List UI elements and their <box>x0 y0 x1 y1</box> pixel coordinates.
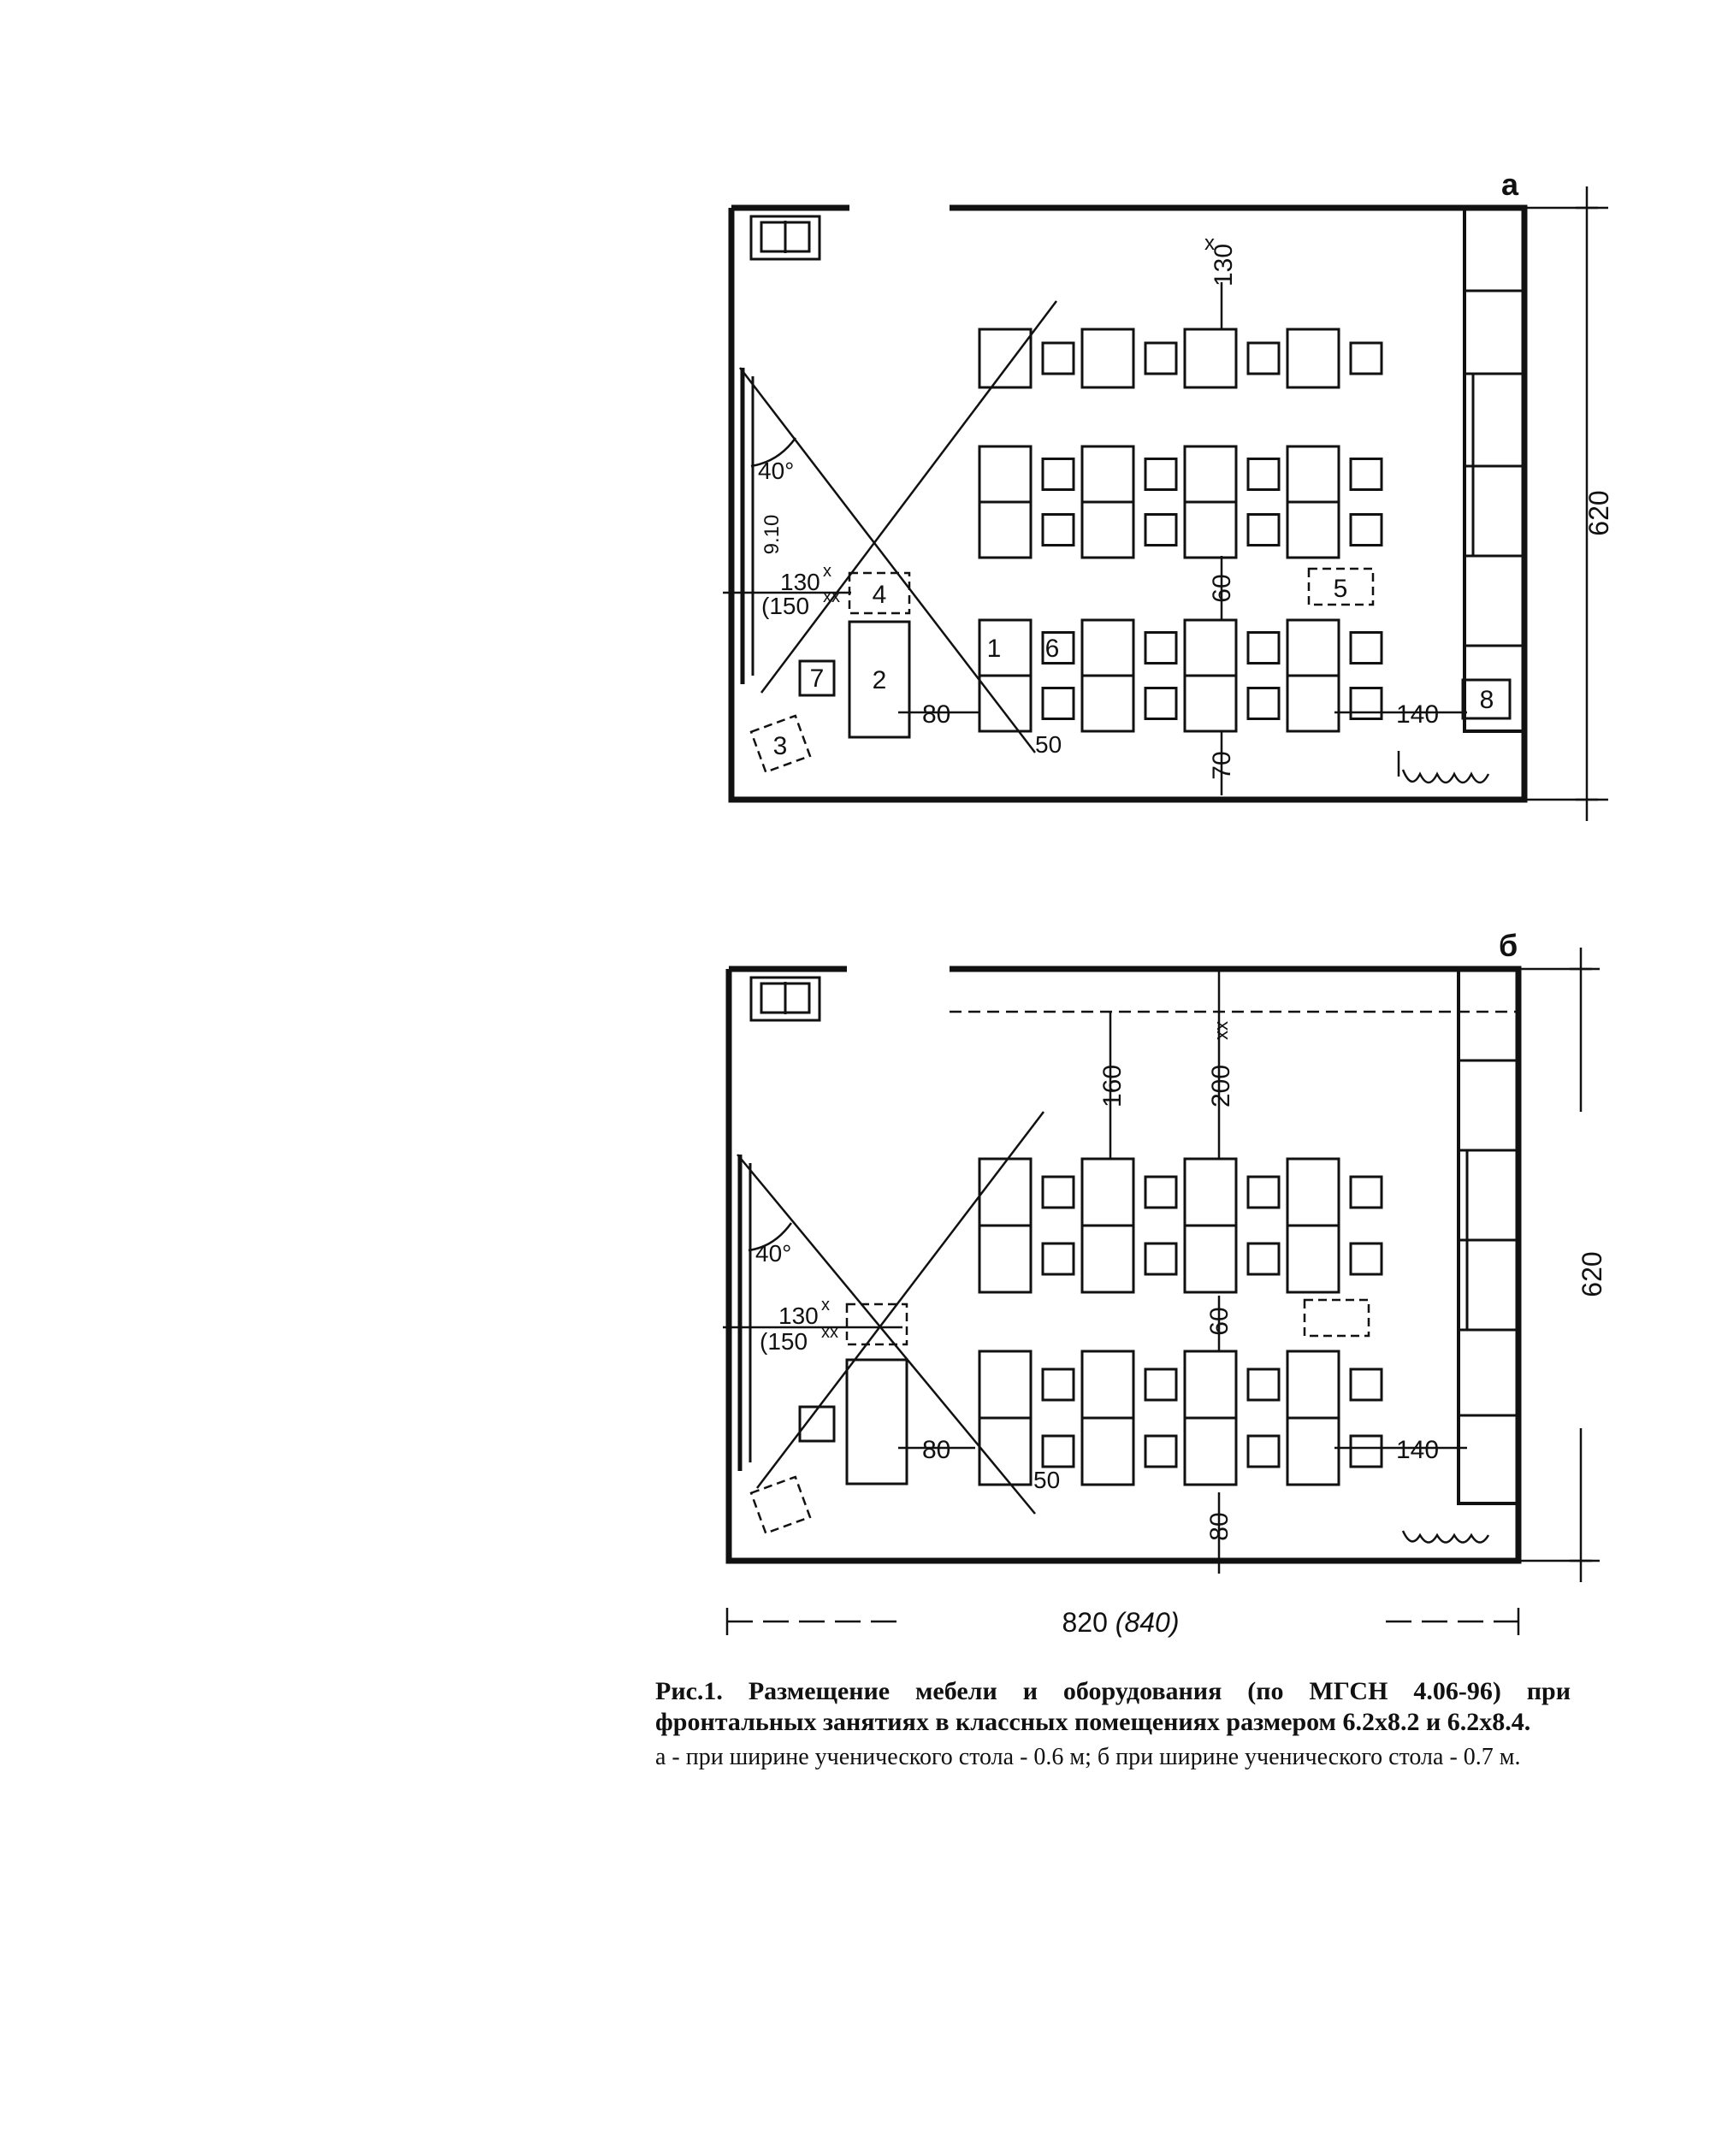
plan-a-board-dist-2: (150 <box>761 593 810 619</box>
chair <box>1351 459 1382 490</box>
plan-b-board-dist-1-mark: x <box>821 1296 830 1314</box>
chair <box>1145 1177 1176 1208</box>
desk <box>979 446 1031 502</box>
desk <box>1185 1418 1236 1485</box>
desk <box>1082 329 1133 387</box>
desk <box>1287 1418 1339 1485</box>
plan-a-item-7: 7 <box>809 665 825 693</box>
chair <box>1043 1243 1074 1274</box>
plan-b-depth-dim: 620 <box>1577 1251 1607 1297</box>
desk <box>979 1226 1031 1292</box>
chair <box>1351 343 1382 374</box>
plan-a-front-gap-mark: x <box>1204 232 1215 255</box>
plan-a-window-symbol <box>751 216 820 259</box>
plan-a-board <box>743 368 753 684</box>
plan-a-item-1: 1 <box>986 635 1002 663</box>
plan-b-front-gap-2-mark: xx <box>1210 1021 1232 1040</box>
chair <box>1043 515 1074 546</box>
plan-a-item-2: 2 <box>872 666 887 694</box>
chair <box>1043 1369 1074 1400</box>
plan-a-board-length: 9.10 <box>760 514 784 555</box>
plan-a-item-3: 3 <box>772 732 788 760</box>
plan-a-aisle-left-dim: 80 <box>922 700 951 729</box>
chair <box>1145 343 1176 374</box>
plan-a-letter: а <box>1501 167 1519 202</box>
chair <box>1248 1369 1279 1400</box>
desk <box>979 502 1031 558</box>
chair <box>1145 1369 1176 1400</box>
desk <box>1185 620 1236 676</box>
chair <box>1145 459 1176 490</box>
chair <box>1145 515 1176 546</box>
desk <box>979 1159 1031 1226</box>
desk <box>979 1351 1031 1418</box>
plan-b-offset-dim: 50 <box>1033 1467 1061 1493</box>
plan-a-item-4: 4 <box>872 581 887 609</box>
desk <box>1185 1159 1236 1226</box>
plan-a-depth-dim: 620 <box>1583 490 1614 536</box>
desk <box>1287 446 1339 502</box>
plan-a-aisle-right-dim: 140 <box>1396 700 1440 729</box>
plan-a-item-6: 6 <box>1044 635 1060 663</box>
desk <box>979 1418 1031 1485</box>
chair <box>1248 1177 1279 1208</box>
plan-b-board <box>740 1155 750 1471</box>
desk <box>979 329 1031 387</box>
plan-b-window-symbol <box>751 978 820 1020</box>
desk <box>1185 1226 1236 1292</box>
desk <box>1082 1159 1133 1226</box>
plan-b <box>723 928 1607 1638</box>
plan-a-board-dist-2-mark: xx <box>823 588 840 606</box>
chair <box>1248 688 1279 719</box>
plan-a-offset-dim: 50 <box>1035 731 1062 758</box>
chair <box>1351 1177 1382 1208</box>
chair <box>1145 1243 1176 1274</box>
chair <box>1043 343 1074 374</box>
desk <box>1185 1351 1236 1418</box>
desk <box>1082 446 1133 502</box>
desk <box>1082 620 1133 676</box>
desk <box>1287 1351 1339 1418</box>
desk <box>1082 502 1133 558</box>
chair <box>1043 1177 1074 1208</box>
chair <box>1248 1436 1279 1467</box>
chair <box>1043 1436 1074 1467</box>
caption-title: Рис.1. Размещение мебели и оборудования (по МГСН 4.06-96) при фронтальных занятиях в классных помещениях размером 6.2х8.2 и 6.2х8.4. <box>655 1677 1571 1736</box>
chair <box>1248 515 1279 546</box>
plan-b-labels <box>755 928 1607 1638</box>
desk <box>1185 502 1236 558</box>
plan-a <box>723 167 1614 821</box>
chair <box>1351 633 1382 664</box>
caption-note: а - при ширине ученического стола - 0.6 м; б при ширине ученического стола - 0.7 м. <box>655 1744 1521 1770</box>
plan-a-desks <box>979 329 1382 731</box>
plan-b-desks <box>979 1159 1382 1485</box>
desk <box>1287 1226 1339 1292</box>
plan-a-back-gap-dim: 70 <box>1208 751 1236 780</box>
chair <box>1145 633 1176 664</box>
chair <box>1351 1369 1382 1400</box>
plan-a-item-5: 5 <box>1333 575 1348 603</box>
chair <box>1145 1436 1176 1467</box>
chair <box>1248 343 1279 374</box>
plan-a-dimension-lines <box>723 186 1608 821</box>
plan-a-board-dist-1-mark: x <box>823 562 831 581</box>
chair <box>1043 459 1074 490</box>
plan-b-width-dim: 820 (840) <box>1062 1607 1180 1638</box>
plan-a-cabinets <box>1465 208 1524 731</box>
chair <box>1248 1243 1279 1274</box>
plan-b-letter: б <box>1499 928 1518 963</box>
desk <box>1185 329 1236 387</box>
desk <box>1185 446 1236 502</box>
chair <box>1145 688 1176 719</box>
plan-b-board-dist-2: (150 <box>760 1328 808 1355</box>
desk <box>1082 1351 1133 1418</box>
plan-b-aisle-left-dim: 80 <box>922 1436 951 1464</box>
chair <box>1351 688 1382 719</box>
desk <box>1287 620 1339 676</box>
desk <box>1287 502 1339 558</box>
plan-b-aisle-right-dim: 140 <box>1396 1436 1440 1464</box>
chair <box>1043 688 1074 719</box>
plan-a-front-gap-dim: 130 <box>1210 243 1238 287</box>
desk <box>1082 1418 1133 1485</box>
desk <box>1082 1226 1133 1292</box>
plan-a-item-8: 8 <box>1479 686 1494 714</box>
chair <box>1351 1243 1382 1274</box>
figure-caption <box>655 1676 1571 1772</box>
desk <box>1185 676 1236 731</box>
plan-a-row-gap-dim: 60 <box>1208 574 1236 603</box>
chair <box>1351 1436 1382 1467</box>
plan-b-row-gap-dim: 60 <box>1205 1307 1234 1336</box>
plan-b-teacher-area <box>751 1300 1488 1543</box>
plan-b-cabinets <box>1459 969 1518 1503</box>
plan-b-board-dist-2-mark: xx <box>821 1323 838 1342</box>
plan-a-board-dist-1: 130 <box>780 569 820 595</box>
desk <box>1287 1159 1339 1226</box>
plan-b-front-gap-1-dim: 160 <box>1098 1064 1127 1108</box>
plan-b-board-dist-1: 130 <box>778 1302 819 1329</box>
plan-b-front-gap-2-dim: 200 <box>1207 1064 1235 1108</box>
plan-b-angle: 40° <box>755 1240 792 1267</box>
plan-a-angle: 40° <box>758 458 795 484</box>
plan-a-sight-lines <box>740 301 1056 753</box>
desk <box>979 676 1031 731</box>
chair <box>1248 633 1279 664</box>
desk <box>1082 676 1133 731</box>
desk <box>1287 329 1339 387</box>
plan-b-back-gap-dim: 80 <box>1205 1512 1234 1541</box>
chair <box>1248 459 1279 490</box>
chair <box>1351 515 1382 546</box>
desk <box>1287 676 1339 731</box>
